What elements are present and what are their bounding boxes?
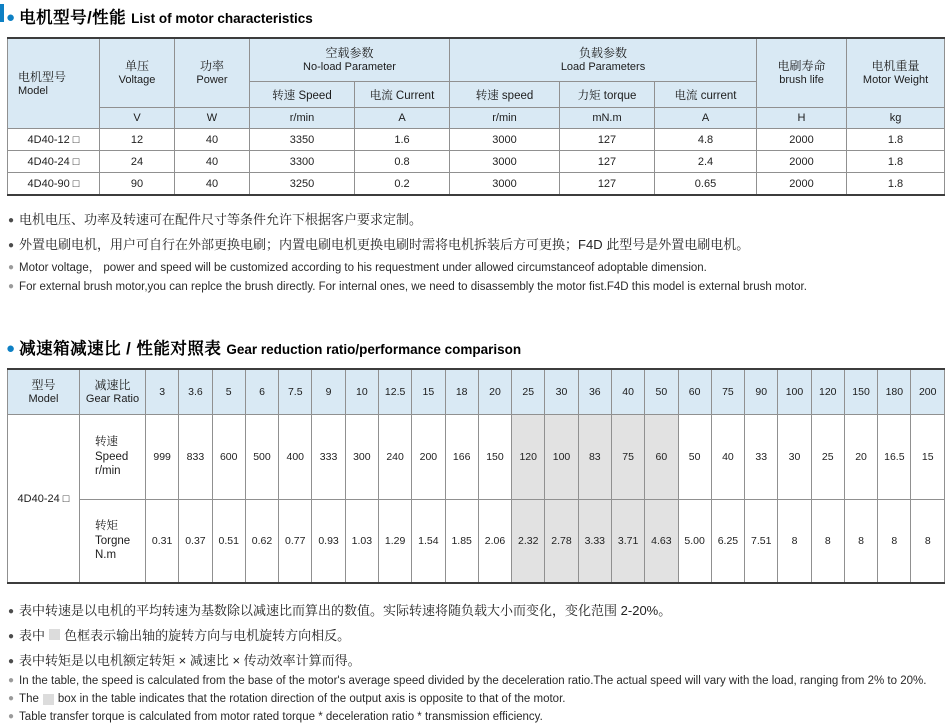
- speed-value-cell: 60: [645, 415, 678, 500]
- note-text: Table transfer torque is calculated from motor rated torque * deceleration ratio * transmission efficiency.: [19, 711, 543, 723]
- unit-cell: H: [757, 108, 847, 129]
- ratio-header-cell: 15: [412, 369, 445, 415]
- unit-cell: mN.m: [560, 108, 655, 129]
- value-cell: 24: [100, 151, 175, 173]
- header-weight-en: Motor Weight: [862, 74, 929, 87]
- speed-value-cell: 333: [312, 415, 345, 500]
- gear-ratio-table: [7, 368, 945, 584]
- header-brush-en: brush life: [779, 74, 824, 87]
- ratio-header-cell: 36: [578, 369, 611, 415]
- speed-label-unit: r/min: [95, 465, 121, 478]
- note-text: The: [19, 693, 39, 705]
- torque-value-cell: 8: [911, 500, 945, 584]
- unit-cell: r/min: [250, 108, 355, 129]
- header-power-en: Power: [196, 74, 228, 87]
- note-text: 电机电压、功率及转速可在配件尺寸等条件允许下根据客户要求定制。: [19, 212, 423, 227]
- header-load-group: [450, 38, 757, 82]
- section1-title-en: List of motor characteristics: [131, 11, 313, 26]
- note-text: For external brush motor,you can replce the brush directly. For internal ones, we need to disassembly the motor fist.F4D this model is external brush motor.: [19, 281, 807, 293]
- ratio-header-cell: 3.6: [179, 369, 212, 415]
- speed-value-cell: 300: [345, 415, 378, 500]
- speed-value-cell: 50: [678, 415, 711, 500]
- ratio-header-cell: 18: [445, 369, 478, 415]
- speed-value-cell: 40: [711, 415, 744, 500]
- bullet-icon: ●: [8, 631, 15, 642]
- torque-value-cell: 0.62: [245, 500, 278, 584]
- ratio-header-cell: 75: [711, 369, 744, 415]
- table-row: [8, 173, 945, 196]
- ratio-header-cell: 200: [911, 369, 945, 415]
- header-load-current: 电流 current: [655, 82, 757, 108]
- header-noload-group: [250, 38, 450, 82]
- torque-label-en: Torgne: [95, 534, 131, 547]
- ratio-header-cell: 60: [678, 369, 711, 415]
- ratio-header-cell: 90: [745, 369, 778, 415]
- header-noload-speed: 转速 Speed: [250, 82, 355, 108]
- bullet-icon: ●: [8, 215, 15, 226]
- ratio-header-cell: 150: [844, 369, 877, 415]
- ratio-header-cell: 20: [478, 369, 511, 415]
- header-voltage: [100, 38, 175, 108]
- header-model-zh: 电机型号: [18, 69, 67, 84]
- header-voltage-en: Voltage: [118, 74, 156, 87]
- header-load-speed: 转速 speed: [450, 82, 560, 108]
- value-cell: 40: [175, 129, 250, 151]
- bullet-icon: ●: [8, 281, 15, 292]
- value-cell: 0.8: [355, 151, 450, 173]
- value-cell: 1.8: [847, 173, 945, 196]
- bullet-icon: ●: [8, 656, 15, 667]
- note-line: [8, 650, 950, 669]
- unit-cell: V: [100, 108, 175, 129]
- page-edge-mark: [0, 4, 4, 22]
- table1-body: [8, 129, 945, 196]
- value-cell: 4.8: [655, 129, 757, 151]
- torque-value-cell: 2.32: [512, 500, 545, 584]
- ratio-header-cell: 7.5: [279, 369, 312, 415]
- speed-label-zh: 转速: [95, 435, 118, 448]
- speed-label: [80, 415, 146, 500]
- speed-value-cell: 83: [578, 415, 611, 500]
- gray-box-icon: [43, 694, 54, 705]
- torque-value-cell: 4.63: [645, 500, 678, 584]
- note-text: 色框表示输出轴的旋转方向与电机旋转方向相反。: [64, 628, 351, 643]
- torque-value-cell: 6.25: [711, 500, 744, 584]
- speed-value-cell: 999: [146, 415, 179, 500]
- note-line: [8, 600, 950, 619]
- torque-row: [8, 500, 945, 584]
- torque-value-cell: 1.85: [445, 500, 478, 584]
- header-power: [175, 38, 250, 108]
- ratio-header-cell: 180: [878, 369, 911, 415]
- header-model2: [8, 369, 80, 415]
- note-line: [8, 281, 950, 293]
- ratio-header-cell: 100: [778, 369, 811, 415]
- header-load-en: Load Parameters: [560, 61, 646, 74]
- speed-row: [8, 415, 945, 500]
- torque-value-cell: 8: [811, 500, 844, 584]
- value-cell: 127: [560, 151, 655, 173]
- note-line: [8, 209, 950, 228]
- header-noload-en: No-load Parameter: [303, 61, 396, 74]
- note-line: [8, 625, 950, 644]
- value-cell: 127: [560, 173, 655, 196]
- header-voltage-zh: 单压: [124, 59, 149, 74]
- section2-title-zh: 减速箱减速比 / 性能对照表: [19, 340, 222, 358]
- bullet-icon: ●: [8, 606, 15, 617]
- note-text: Motor voltage， power and speed will be customized according to his requestment under allowed circumstanceof adoptable dimension.: [19, 262, 707, 274]
- speed-value-cell: 500: [245, 415, 278, 500]
- note-text: box in the table indicates that the rotation direction of the output axis is opposite to that of the motor.: [57, 693, 566, 705]
- unit-cell: r/min: [450, 108, 560, 129]
- model-cell: 4D40-90 □: [8, 173, 100, 196]
- units-row: [8, 108, 945, 129]
- section1-title: [6, 4, 950, 28]
- torque-value-cell: 2.06: [478, 500, 511, 584]
- speed-value-cell: 100: [545, 415, 578, 500]
- header-model2-en: Model: [28, 393, 59, 406]
- value-cell: 127: [560, 129, 655, 151]
- torque-value-cell: 5.00: [678, 500, 711, 584]
- ratio-header-cell: 50: [645, 369, 678, 415]
- note-text: 外置电刷电机，用户可自行在外部更换电刷；内置电刷电机更换电刷时需将电机拆装后方可更换；F4D 此型号是外置电刷电机。: [19, 237, 750, 252]
- torque-value-cell: 8: [844, 500, 877, 584]
- value-cell: 3300: [250, 151, 355, 173]
- header-ratio-zh: 减速比: [94, 378, 131, 393]
- note-text: In the table, the speed is calculated from the base of the motor's average speed divided by the deceleration ratio.The actual speed will vary with the load, ranging from 2% to 20%.: [19, 675, 927, 687]
- table-row: [8, 129, 945, 151]
- section2-title: [6, 335, 950, 359]
- bullet-icon: ●: [8, 675, 15, 686]
- value-cell: 1.8: [847, 151, 945, 173]
- model-cell: 4D40-24 □: [8, 415, 80, 584]
- note-line: [8, 675, 950, 687]
- ratio-header-cell: 5: [212, 369, 245, 415]
- ratio-header-cell: 30: [545, 369, 578, 415]
- value-cell: 3350: [250, 129, 355, 151]
- bullet-icon: ●: [8, 240, 15, 251]
- speed-value-cell: 20: [844, 415, 877, 500]
- ratio-header-cell: 10: [345, 369, 378, 415]
- speed-value-cell: 33: [745, 415, 778, 500]
- torque-value-cell: 0.37: [179, 500, 212, 584]
- value-cell: 2000: [757, 151, 847, 173]
- bullet-icon: ●: [8, 262, 15, 273]
- ratio-header-cell: 12.5: [378, 369, 411, 415]
- model-cell: 4D40-12 □: [8, 129, 100, 151]
- speed-value-cell: 75: [611, 415, 644, 500]
- header-load-zh: 负载参数: [579, 46, 628, 61]
- value-cell: 2.4: [655, 151, 757, 173]
- header-load-torque: 力矩 torque: [560, 82, 655, 108]
- note-line: [8, 693, 950, 705]
- speed-value-cell: 25: [811, 415, 844, 500]
- ratio-header-cell: 9: [312, 369, 345, 415]
- value-cell: 0.2: [355, 173, 450, 196]
- torque-label: [80, 500, 146, 584]
- bullet-icon: ●: [8, 693, 15, 704]
- value-cell: 2000: [757, 173, 847, 196]
- section1-title-zh: 电机型号/性能: [19, 9, 127, 27]
- value-cell: 40: [175, 151, 250, 173]
- torque-label-unit: N.m: [95, 549, 117, 562]
- section2-title-en: Gear reduction ratio/performance comparison: [226, 342, 522, 357]
- model-cell: 4D40-24 □: [8, 151, 100, 173]
- header-power-zh: 功率: [199, 59, 224, 74]
- speed-label-en: Speed: [95, 450, 129, 463]
- value-cell: 0.65: [655, 173, 757, 196]
- torque-value-cell: 0.31: [146, 500, 179, 584]
- torque-value-cell: 1.29: [378, 500, 411, 584]
- ratio-header-cell: 40: [611, 369, 644, 415]
- bullet-icon: ●: [8, 711, 15, 722]
- header-brush-life: [757, 38, 847, 108]
- torque-value-cell: 8: [878, 500, 911, 584]
- value-cell: 3000: [450, 173, 560, 196]
- torque-value-cell: 7.51: [745, 500, 778, 584]
- torque-value-cell: 0.93: [312, 500, 345, 584]
- speed-value-cell: 120: [512, 415, 545, 500]
- ratio-header-cell: 120: [811, 369, 844, 415]
- speed-value-cell: 400: [279, 415, 312, 500]
- value-cell: 12: [100, 129, 175, 151]
- value-cell: 2000: [757, 129, 847, 151]
- torque-value-cell: 0.51: [212, 500, 245, 584]
- note-line: [8, 711, 950, 723]
- unit-cell: A: [355, 108, 450, 129]
- torque-value-cell: 8: [778, 500, 811, 584]
- torque-value-cell: 3.33: [578, 500, 611, 584]
- value-cell: 3000: [450, 129, 560, 151]
- unit-cell: W: [175, 108, 250, 129]
- speed-value-cell: 166: [445, 415, 478, 500]
- value-cell: 3250: [250, 173, 355, 196]
- header-gear-ratio: [80, 369, 146, 415]
- bullet-icon: ●: [6, 9, 16, 26]
- speed-value-cell: 30: [778, 415, 811, 500]
- speed-value-cell: 15: [911, 415, 945, 500]
- gray-box-icon: [49, 629, 60, 640]
- header-weight-zh: 电机重量: [871, 59, 920, 74]
- ratio-header-cell: 3: [146, 369, 179, 415]
- table-row: [8, 151, 945, 173]
- header-model-en: Model: [18, 84, 48, 97]
- value-cell: 1.8: [847, 129, 945, 151]
- bullet-icon: ●: [6, 340, 16, 357]
- header-noload-current: 电流 Current: [355, 82, 450, 108]
- unit-cell: kg: [847, 108, 945, 129]
- ratio-header-cell: 6: [245, 369, 278, 415]
- gear-notes: [8, 600, 950, 723]
- torque-value-cell: 0.77: [279, 500, 312, 584]
- header-model2-zh: 型号: [31, 378, 56, 393]
- motor-characteristics-table: [7, 37, 945, 196]
- header-noload-zh: 空载参数: [325, 46, 374, 61]
- speed-value-cell: 150: [478, 415, 511, 500]
- speed-value-cell: 240: [378, 415, 411, 500]
- header-weight: [847, 38, 945, 108]
- table2-ratio-header-row: [8, 369, 945, 415]
- motor-notes: [8, 209, 950, 293]
- note-text: 表中转速是以电机的平均转速为基数除以减速比而算出的数值。实际转速将随负载大小而变化，变化范围 2-20%。: [19, 603, 672, 618]
- speed-value-cell: 200: [412, 415, 445, 500]
- torque-value-cell: 1.03: [345, 500, 378, 584]
- torque-label-zh: 转矩: [95, 519, 118, 532]
- speed-value-cell: 16.5: [878, 415, 911, 500]
- note-line: [8, 259, 950, 275]
- note-line: [8, 234, 950, 253]
- torque-value-cell: 1.54: [412, 500, 445, 584]
- value-cell: 3000: [450, 151, 560, 173]
- header-model: [8, 38, 100, 129]
- value-cell: 1.6: [355, 129, 450, 151]
- note-text: 表中转矩是以电机额定转矩 × 减速比 × 传动效率计算而得。: [19, 653, 361, 668]
- value-cell: 90: [100, 173, 175, 196]
- note-text: 表中: [19, 628, 46, 643]
- speed-value-cell: 833: [179, 415, 212, 500]
- header-ratio-en: Gear Ratio: [85, 393, 140, 406]
- speed-value-cell: 600: [212, 415, 245, 500]
- header-brush-zh: 电刷寿命: [777, 59, 826, 74]
- value-cell: 40: [175, 173, 250, 196]
- ratio-header-cell: 25: [512, 369, 545, 415]
- torque-value-cell: 3.71: [611, 500, 644, 584]
- torque-value-cell: 2.78: [545, 500, 578, 584]
- unit-cell: A: [655, 108, 757, 129]
